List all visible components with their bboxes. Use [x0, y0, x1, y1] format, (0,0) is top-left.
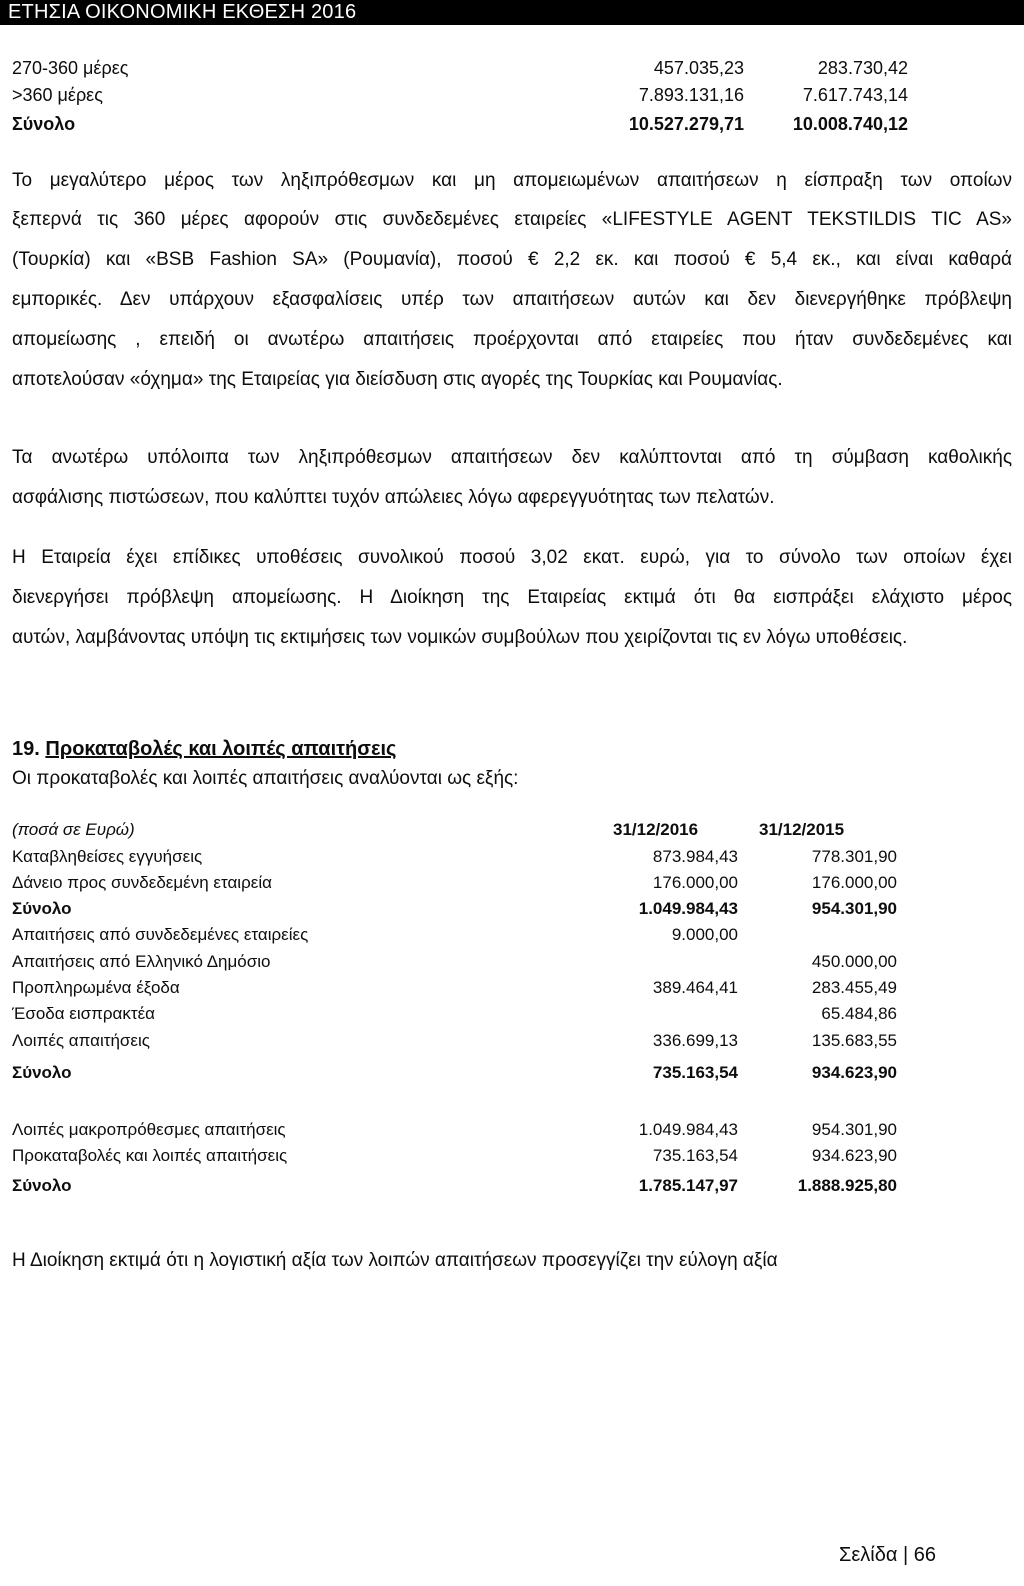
aging-total-value-2016: 10.527.279,71 [628, 114, 744, 134]
table-cell-2016: 735.163,54 [652, 1063, 738, 1082]
paragraph-line: εμπορικές. Δεν υπάρχουν εξασφαλίσεις υπέρ των απαιτήσεων αυτών και δεν διενεργήθηκε πρόβλεψη [12, 289, 1012, 310]
paragraph-line: αποτελούσαν «όχημα» της Εταιρείας για διείσδυση στις αγορές της Τουρκίας και Ρουμανίας. [12, 369, 783, 390]
table-unit-label: (ποσά σε Ευρώ) [12, 820, 135, 839]
table-row-label: Σύνολο [12, 1176, 72, 1195]
table-cell-2015: 65.484,86 [821, 1004, 897, 1023]
table-cell-2016: 1.049.984,43 [638, 1120, 738, 1139]
table-cell-2015: 778.301,90 [811, 847, 897, 866]
table-row-label: Λοιπές μακροπρόθεσμες απαιτήσεις [12, 1120, 286, 1139]
page-number: Σελίδα | 66 [839, 1544, 936, 1566]
table-row-label: Απαιτήσεις από Ελληνικό Δημόσιο [12, 952, 271, 971]
table-row [12, 978, 902, 1002]
paragraph-line: Η Εταιρεία έχει επίδικες υποθέσεις συνολικού ποσού 3,02 εκατ. ευρώ, για το σύνολο των οποίων έχει [12, 547, 1012, 568]
paragraph-line: διενεργήσει πρόβλεψη απομείωσης. Η Διοίκηση της Εταιρείας εκτιμά ότι θα εισπράξει ελάχιστο μέρος [12, 587, 1012, 608]
closing-statement: Η Διοίκηση εκτιμά ότι η λογιστική αξία των λοιπών απαιτήσεων προσεγγίζει την εύλογη αξία [12, 1250, 778, 1271]
aging-total-value-2015: 10.008.740,12 [792, 114, 908, 134]
table-cell-2015: 954.301,90 [811, 1120, 897, 1139]
table-row-label: Καταβληθείσες εγγυήσεις [12, 847, 203, 866]
section-heading [12, 738, 396, 761]
aging-total-row [12, 114, 1012, 140]
table-row [12, 952, 902, 976]
paragraph-line: απομείωσης , επειδή οι ανωτέρω απαιτήσεις προέρχονται από εταιρείες που ήταν συνδεδεμένες και [12, 329, 1012, 350]
column-header-2016: 31/12/2016 [613, 820, 699, 839]
table-cell-2015: 934.623,90 [811, 1146, 897, 1165]
table-row-label: Προκαταβολές και λοιπές απαιτήσεις [12, 1146, 288, 1165]
table-row-label: Έσοδα εισπρακτέα [12, 1004, 155, 1023]
paragraph-line: ασφάλισης πιστώσεων, που καλύπτει τυχόν απώλειες λόγω αφερεγγυότητας των πελατών. [12, 487, 775, 508]
table-row [12, 1031, 902, 1055]
aging-row-label: 270-360 μέρες [12, 58, 129, 78]
table-row-label: Σύνολο [12, 899, 72, 918]
table-cell-2016: 336.699,13 [652, 1031, 738, 1050]
page-header-title: ΕΤΗΣΙΑ ΟΙΚΟΝΟΜΙΚΗ ΕΚΘΕΣΗ 2016 [8, 1, 357, 23]
aging-total-label: Σύνολο [12, 114, 76, 134]
table-row-label: Προπληρωμένα έξοδα [12, 978, 180, 997]
table-total-row [12, 1176, 902, 1200]
table-cell-2016: 873.984,43 [652, 847, 738, 866]
aging-row-value-2016: 457.035,23 [653, 58, 744, 78]
section-title: Προκαταβολές και λοιπές απαιτήσεις [45, 738, 397, 760]
table-cell-2015: 954.301,90 [811, 899, 897, 918]
table-row [12, 847, 902, 871]
table-cell-2016: 9.000,00 [671, 925, 738, 944]
table-row [12, 925, 902, 949]
table-cell-2016: 389.464,41 [652, 978, 738, 997]
table-cell-2015: 176.000,00 [811, 873, 897, 892]
table-cell-2015: 135.683,55 [811, 1031, 897, 1050]
table-header-row [12, 820, 902, 844]
table-row-label: Σύνολο [12, 1063, 72, 1082]
table-row [12, 873, 902, 897]
paragraph-line: Το μεγαλύτερο μέρος των ληξιπρόθεσμων και μη απομειωμένων απαιτήσεων η είσπραξη των οποίων [12, 170, 1012, 191]
table-cell-2015: 450.000,00 [811, 952, 897, 971]
section-number: 19. [12, 738, 40, 760]
aging-row [12, 85, 1012, 111]
paragraph-line: (Τουρκία) και «BSB Fashion SA» (Ρουμανία), ποσού € 2,2 εκ. και ποσού € 5,4 εκ., και είναι καθαρά [12, 249, 1012, 270]
table-row [12, 1120, 902, 1144]
aging-row-value-2015: 283.730,42 [817, 58, 908, 78]
table-row-label: Λοιπές απαιτήσεις [12, 1031, 150, 1050]
section-intro: Οι προκαταβολές και λοιπές απαιτήσεις αναλύονται ως εξής: [12, 768, 519, 789]
aging-row-value-2015: 7.617.743,14 [802, 85, 908, 105]
table-cell-2015: 283.455,49 [811, 978, 897, 997]
table-cell-2016: 1.785.147,97 [638, 1176, 738, 1195]
table-row [12, 1146, 902, 1170]
aging-row-label: >360 μέρες [12, 85, 103, 105]
paragraph-line: Τα ανωτέρω υπόλοιπα των ληξιπρόθεσμων απαιτήσεων δεν καλύπτονται από τη σύμβαση καθολικής [12, 447, 1012, 468]
table-row-label: Απαιτήσεις από συνδεδεμένες εταιρείες [12, 925, 309, 944]
table-cell-2016: 735.163,54 [652, 1146, 738, 1165]
table-row [12, 1004, 902, 1028]
aging-row [12, 58, 1012, 84]
aging-row-value-2016: 7.893.131,16 [638, 85, 744, 105]
table-total-row [12, 1063, 902, 1087]
table-total-row [12, 899, 902, 923]
column-header-2015: 31/12/2015 [759, 820, 845, 839]
table-cell-2016: 1.049.984,43 [638, 899, 738, 918]
table-cell-2016: 176.000,00 [652, 873, 738, 892]
table-cell-2015: 1.888.925,80 [797, 1176, 897, 1195]
paragraph-line: αυτών, λαμβάνοντας υπόψη τις εκτιμήσεις των νομικών συμβούλων που χειρίζονται τις εν λόγω υποθέσεις. [12, 627, 908, 648]
paragraph-line: ξεπερνά τις 360 μέρες αφορούν στις συνδεδεμένες εταιρείες «LIFESTYLE AGENT TEKSTILDIS TIC AS» [12, 209, 1012, 230]
table-cell-2015: 934.623,90 [811, 1063, 897, 1082]
table-row-label: Δάνειο προς συνδεδεμένη εταιρεία [12, 873, 272, 892]
